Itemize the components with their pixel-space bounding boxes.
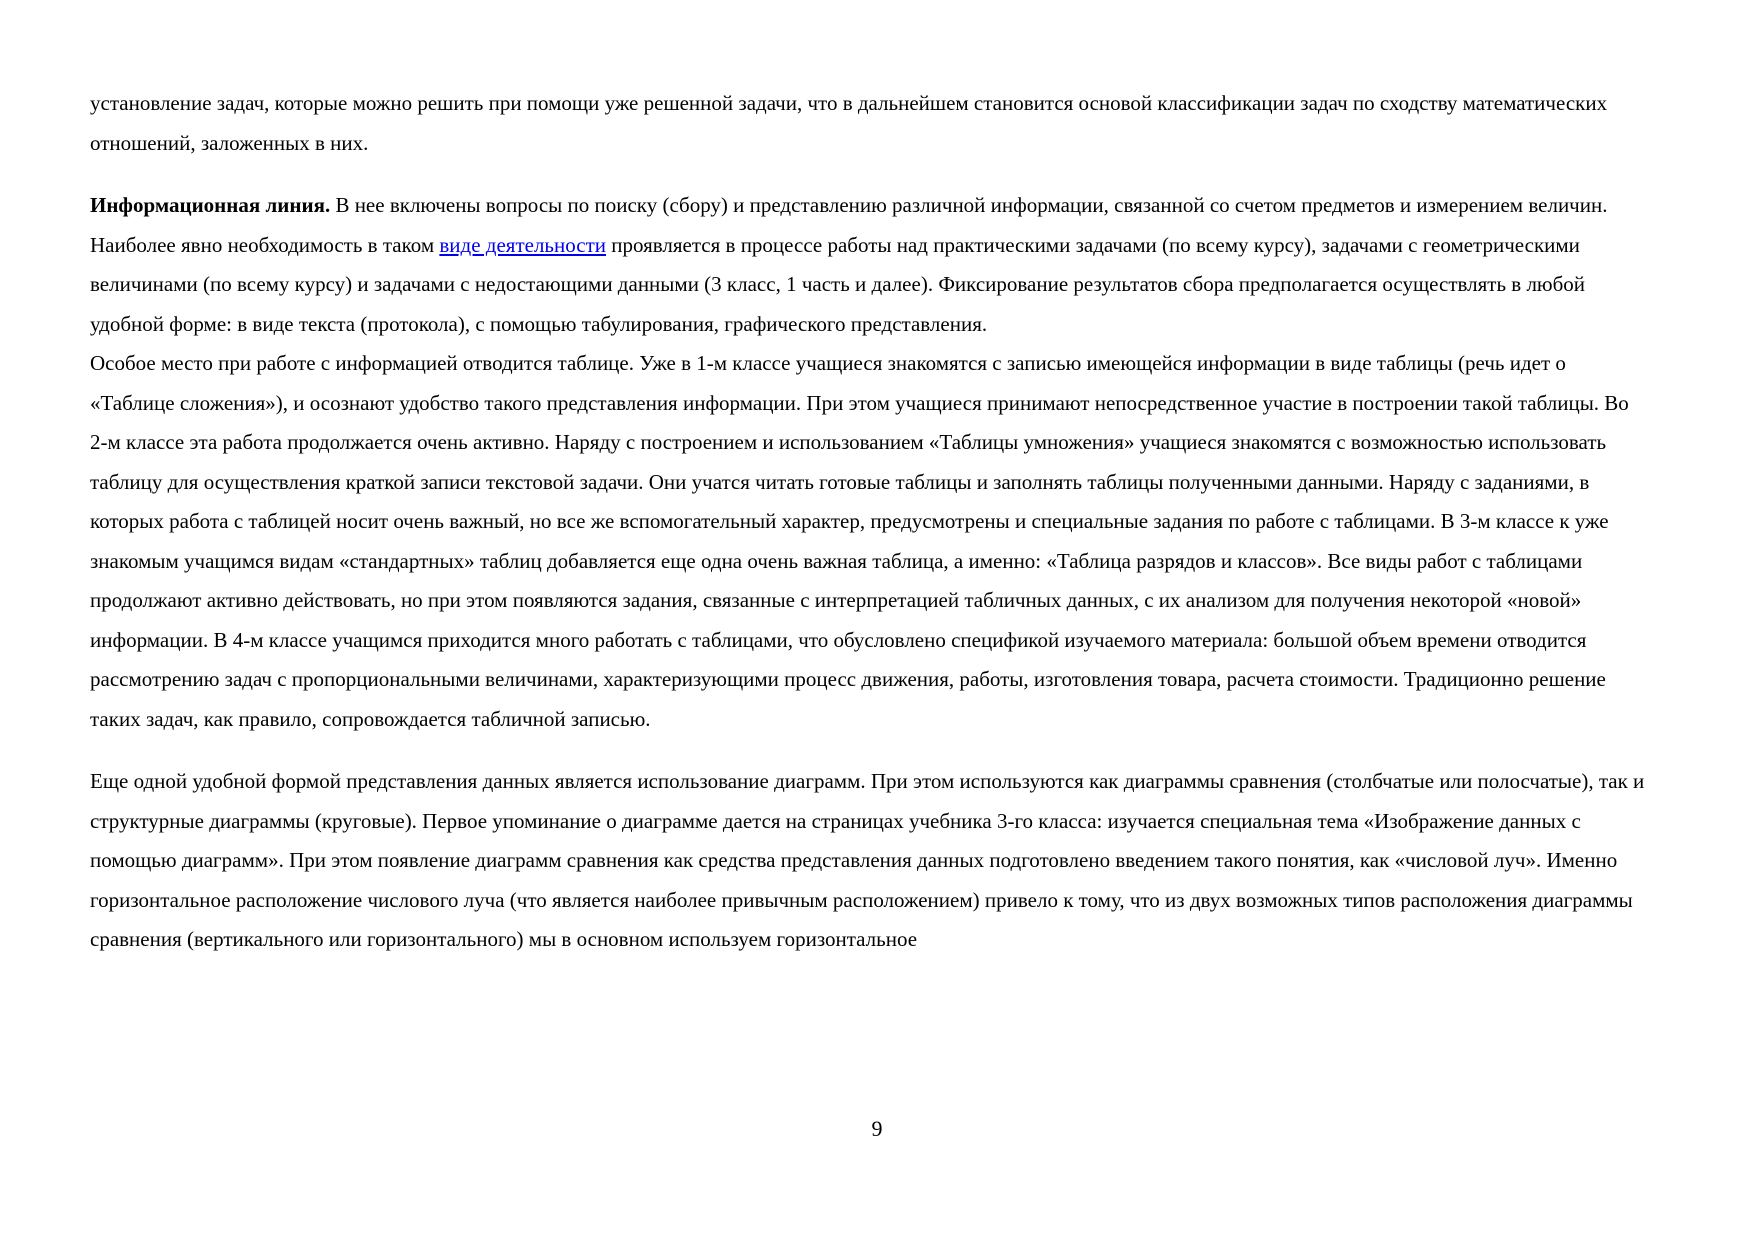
page-number: 9 (871, 1116, 883, 1141)
paragraph-1: установление задач, которые можно решить при помощи уже решенной задачи, что в дальнейшем становится основой классификации задач по сходству математических отношений, заложенных в них. (90, 91, 1608, 155)
document-page (90, 84, 1650, 960)
paragraph-gap (90, 739, 1650, 762)
paragraph-text: В нее включены вопросы по поиску (сбору) и представлению различной информации, связанной со счетом предметов и измерением величин. Наиболее явно необходимость в таком (90, 193, 1608, 257)
paragraph-tables: Особое место при работе с информацией отводится таблице. Уже в 1-м классе учащиеся знакомятся с записью имеющейся информации в виде таблицы (речь идет о «Таблице сложения»), и осознают удобство такого представления информации. При этом учащиеся принимают непосредственное участие в построении такой таблицы. Во 2-м классе эта работа продолжается очень активно. Наряду с построением и использованием «Таблицы умножения» учащиеся знакомятся с возможностью использовать таблицу для осуществления краткой записи текстовой задачи. Они учатся читать готовые таблицы и заполнять таблицы полученными данными. Наряду с заданиями, в которых работа с таблицей носит очень важный, но все же вспомогательный характер, предусмотрены и специальные задания по работе с таблицами. В 3-м классе к уже знакомым учащимся видам «стандартных» таблиц добавляется еще одна очень важная таблица, а именно: «Таблица разрядов и классов». Все виды работ с таблицами продолжают активно действовать, но при этом появляются задания, связанные с интерпретацией табличных данных, с их анализом для получения некоторой «новой» информации. В 4-м классе учащимся приходится много работать с таблицами, что обусловлено спецификой изучаемого материала: большой объем времени отводится рассмотрению задач с пропорциональными величинами, характеризующими процесс движения, работы, изготовления товара, расчета стоимости. Традиционно решение таких задач, как правило, сопровождается табличной записью. (90, 351, 1629, 731)
section-heading: Информационная линия. (90, 193, 331, 217)
paragraph-diagrams: Еще одной удобной формой представления данных является использование диаграмм. При этом используются как диаграммы сравнения (столбчатые или полосчатые), так и структурные диаграммы (круговые). Первое упоминание о диаграмме дается на страницах учебника 3-го класса: изучается специальная тема «Изображение данных с помощью диаграмм». При этом появление диаграмм сравнения как средства представления данных подготовлено введением такого понятия, как «числовой луч». Именно горизонтальное расположение числового луча (что является наиболее привычным расположением) привело к тому, что из двух возможных типов расположения диаграммы сравнения (вертикального или горизонтального) мы в основном используем горизонтальное (90, 769, 1645, 951)
paragraph-gap (90, 163, 1650, 186)
paragraph-text: проявляется в процессе работы над практическими задачами (по всему курсу), задачами с геометрическими величинами (по всему курсу) и задачами с недостающими данными (3 класс, 1 часть и далее). Фиксирование результатов сбора предполагается осуществлять в любой удобной форме: в виде текста (протокола), с помощью табулирования, графического представления. (90, 232, 1586, 336)
paragraph-information-line (90, 186, 1650, 344)
activity-type-link[interactable]: виде деятельности (439, 232, 607, 257)
